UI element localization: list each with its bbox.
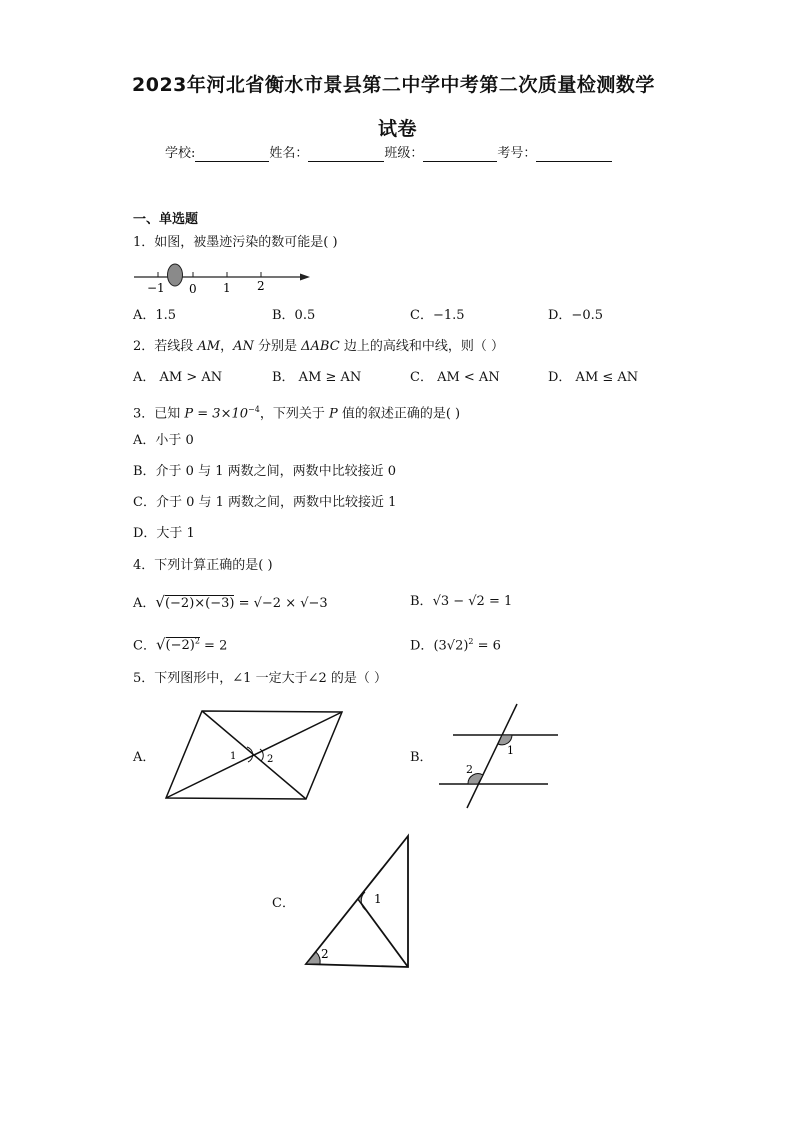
q4-option-d[interactable]: [410, 634, 501, 654]
q3-expression: P = 3×10: [184, 406, 249, 422]
q4-a-rhs: = √−2 × √−3: [234, 596, 328, 611]
q4-a-radicand: (−2)×(−3): [164, 596, 235, 611]
q4-c-exponent: 2: [194, 637, 200, 646]
parallel-lines-figure[interactable]: [437, 700, 562, 815]
q4-d-exponent: 2: [468, 637, 474, 646]
name-blank[interactable]: [308, 149, 384, 162]
school-blank[interactable]: [195, 149, 269, 162]
school-label: 学校:: [165, 146, 196, 161]
page-title-line2: 试卷: [378, 118, 418, 140]
q5-option-c-label[interactable]: C．: [272, 896, 295, 911]
question-2-stem: [133, 339, 504, 355]
q3-mid: ，下列关于: [259, 406, 329, 422]
radical-icon: √: [155, 593, 165, 611]
q4-c-label: C．: [133, 638, 156, 654]
q3-p: P: [328, 406, 338, 422]
arrow-icon: [300, 274, 310, 281]
q3-option-c[interactable]: C．介于 0 与 1 两数之间，两数中比较接近 1: [133, 495, 397, 510]
q3-exponent: −4: [248, 405, 260, 414]
q2-option-c[interactable]: C． AM < AN: [410, 370, 500, 385]
q3-suffix: 值的叙述正确的是( ): [337, 406, 461, 422]
tick-label-2: 2: [257, 279, 265, 293]
angle-label-2: 2: [466, 763, 473, 776]
q4-d-expr: (3√2): [433, 638, 469, 654]
q4-c-rhs: = 2: [199, 638, 228, 654]
section-heading: 一、单选题: [133, 212, 199, 227]
q2-an: AN: [233, 339, 254, 354]
q5-option-a-label[interactable]: A．: [133, 750, 156, 765]
q1-option-a[interactable]: A．1.5: [133, 308, 177, 323]
student-info-line: [165, 146, 612, 162]
question-3-stem: [133, 402, 460, 422]
q4-d-label: D．: [410, 638, 434, 654]
q4-option-a[interactable]: [133, 594, 328, 612]
triangle-figure[interactable]: [298, 830, 418, 975]
q2-suffix: 边上的高线和中线，则（ ）: [339, 339, 504, 354]
q2-triangle: ΔABC: [301, 339, 340, 354]
q2-mid: 分别是: [253, 339, 302, 354]
tick-label-1: 1: [223, 281, 231, 295]
question-4-stem: 4．下列计算正确的是( ): [133, 558, 273, 573]
q1-option-c[interactable]: C．−1.5: [410, 308, 465, 323]
angle-label-1: 1: [230, 751, 237, 762]
q2-option-a[interactable]: A． AM > AN: [133, 370, 223, 385]
page-title: 2023年河北省衡水市景县第二中学中考第二次质量检测数学: [132, 74, 655, 96]
q3-option-d[interactable]: D．大于 1: [133, 526, 195, 541]
q3-prefix: 3．已知: [133, 406, 185, 422]
q4-b-expr: √3 − √2 = 1: [432, 594, 513, 609]
tick-label-0: 0: [189, 282, 197, 296]
q2-comma: ，: [220, 339, 234, 354]
question-1-stem: 1．如图，被墨迹污染的数可能是( ): [133, 235, 338, 250]
q1-option-d[interactable]: D．−0.5: [548, 308, 603, 323]
q2-option-b[interactable]: B． AM ≥ AN: [272, 370, 362, 385]
class-blank[interactable]: [423, 149, 497, 162]
q4-option-b[interactable]: [410, 594, 512, 610]
question-5-stem: 5．下列图形中，∠1 一定大于∠2 的是（ ）: [133, 671, 387, 686]
name-label: 姓名：: [269, 146, 309, 161]
number-blank[interactable]: [536, 149, 612, 162]
radical-icon: √: [155, 635, 166, 654]
q4-c-radicand: (−2): [165, 638, 195, 654]
diagonal-2: [166, 712, 342, 798]
q4-a-label: A．: [133, 596, 156, 611]
q3-option-b[interactable]: B．介于 0 与 1 两数之间，两数中比较接近 0: [133, 464, 397, 479]
angle-label-1: 1: [374, 892, 382, 906]
class-label: 班级：: [384, 146, 424, 161]
q2-option-d[interactable]: D． AM ≤ AN: [548, 370, 639, 385]
number-label: 考号：: [497, 146, 537, 161]
angle-label-2: 2: [267, 754, 274, 765]
q5-option-b-label[interactable]: B．: [410, 750, 433, 765]
number-line-figure: [128, 260, 318, 298]
q4-d-rhs: = 6: [473, 638, 501, 654]
ink-blot: [168, 264, 183, 286]
q1-option-b[interactable]: B．0.5: [272, 308, 316, 323]
angle-label-2: 2: [321, 947, 329, 961]
parallelogram-figure[interactable]: [160, 705, 350, 805]
q4-b-label: B．: [410, 594, 433, 609]
q2-am: AM: [197, 339, 221, 354]
tick-label-neg1: −1: [147, 281, 165, 295]
angle-label-1: 1: [507, 744, 514, 757]
q3-option-a[interactable]: A．小于 0: [133, 433, 194, 448]
q4-option-c[interactable]: [133, 634, 227, 654]
q2-prefix: 2．若线段: [133, 339, 198, 354]
